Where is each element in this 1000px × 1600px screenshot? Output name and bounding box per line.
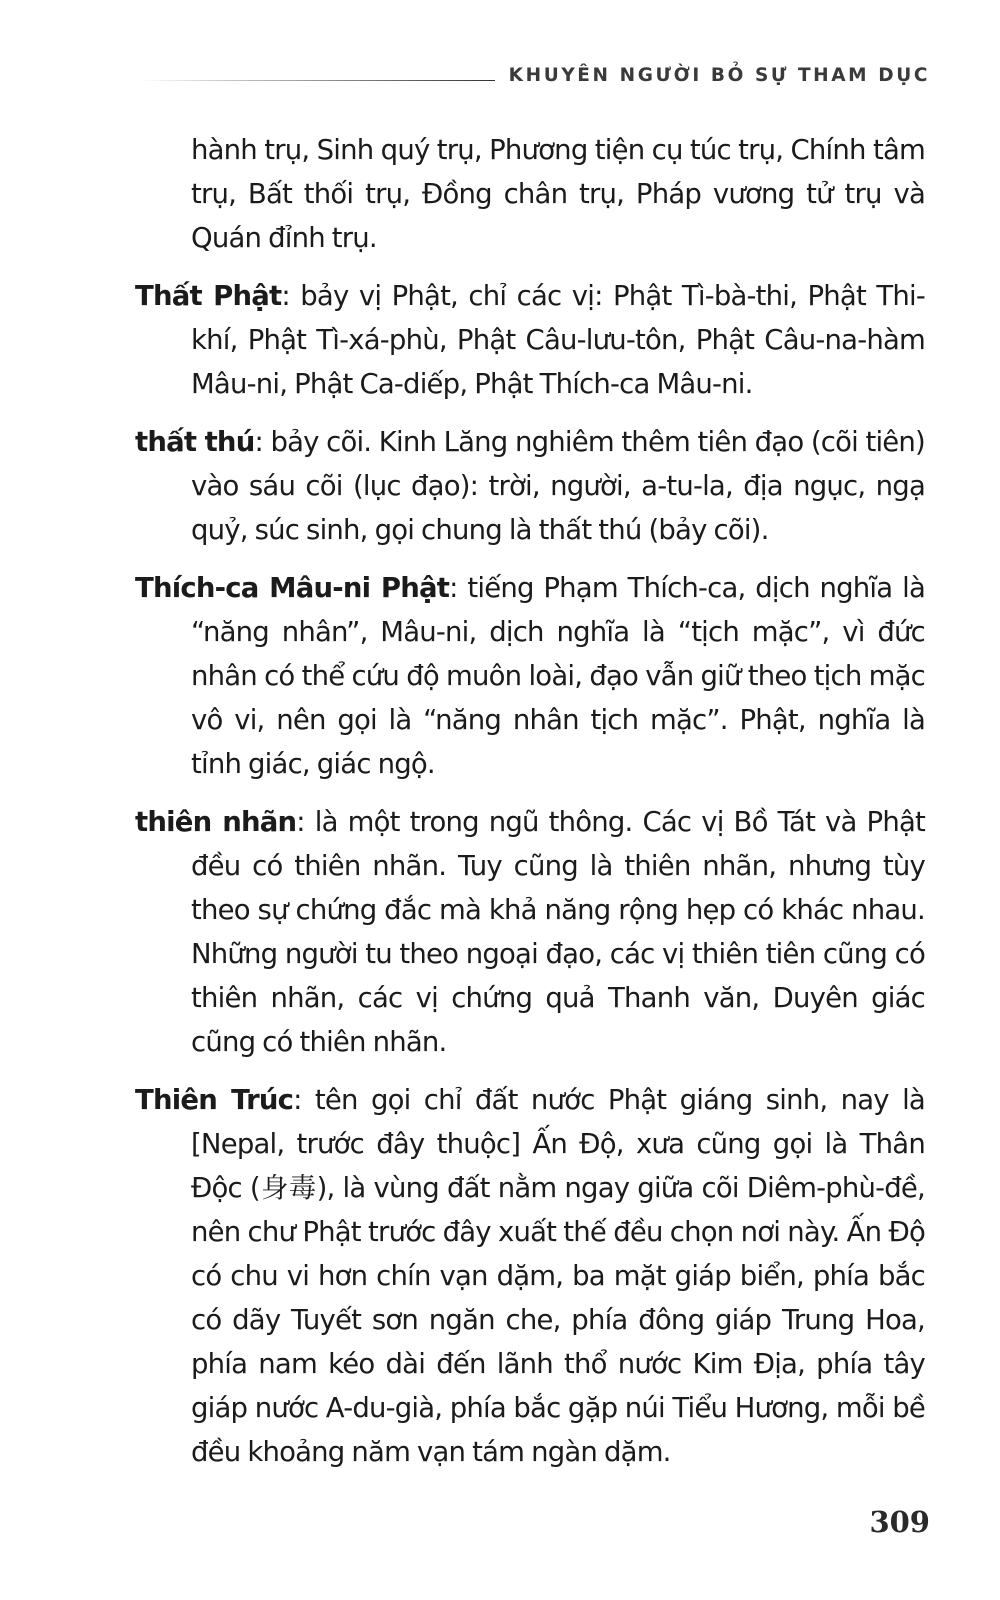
entry-definition: : tiếng Phạm Thích-ca, dịch nghĩa là “năng nhân”, Mâu-ni, dịch nghĩa là “tịch mặc”, vì đức nhân có thể cứu độ muôn loài, đạo vẫn giữ theo tịch mặc vô vi, nên gọi là “năng nhân tịch mặc”. Phật, nghĩa là tỉnh giác, giác ngộ. [191,572,926,780]
entry-definition: : là một trong ngũ thông. Các vị Bồ Tát và Phật đều có thiên nhãn. Tuy cũng là thiên nhãn, nhưng tùy theo sự chứng đắc mà khả năng rộng hẹp có khác nhau. Những người tu theo ngoại đạo, các vị thiên tiên cũng có thiên nhãn, các vị chứng quả Thanh văn, Duyên giác cũng có thiên nhãn. [191,806,925,1058]
entry-term: Thiên Trúc [135,1084,294,1116]
paragraph-text: hành trụ, Sinh quý trụ, Phương tiện cụ túc trụ, Chính tâm trụ, Bất thối trụ, Đồng chân trụ, Pháp vương tử trụ và Quán đỉnh trụ. [191,134,925,254]
glossary-entry-thien-truc [135,1078,925,1474]
page-body [135,128,925,1488]
entry-definition: : tên gọi chỉ đất nước Phật giáng sinh, nay là [Nepal, trước đây thuộc] Ấn Độ, xưa cũng gọi là Thân Độc (身毒), là vùng đất nằm ngay giữa cõi Diêm-phù-đề, nên chư Phật trước đây xuất thế đều chọn nơi này. Ấn Độ có chu vi hơn chín vạn dặm, ba mặt giáp biển, phía bắc có dãy Tuyết sơn ngăn che, phía đông giáp Trung Hoa, phía nam kéo dài đến lãnh thổ nước Kim Địa, phía tây giáp nước A-du-già, phía bắc gặp núi Tiểu Hương, mỗi bề đều khoảng năm vạn tám ngàn dặm. [191,1084,925,1468]
entry-definition: : bảy cõi. Kinh Lăng nghiêm thêm tiên đạo (cõi tiên) vào sáu cõi (lục đạo): trời, người, a-tu-la, địa ngục, ngạ quỷ, súc sinh, gọi chung là thất thú (bảy cõi). [191,426,925,546]
continuation-paragraph [135,128,925,260]
header-rule [140,80,495,81]
chapter-title: KHUYÊN NGƯỜI BỎ SỰ THAM DỤC [508,64,930,86]
page-number: 309 [869,1505,930,1539]
entry-term: thiên nhãn [135,806,297,838]
entry-term: Thất Phật [135,280,282,312]
glossary-entry-thien-nhan [135,800,925,1064]
running-header [140,60,930,90]
entry-term: Thích-ca Mâu-ni Phật [135,572,450,604]
entry-term: thất thú [135,426,255,458]
glossary-entry-that-phat [135,274,925,406]
entry-definition: : bảy vị Phật, chỉ các vị: Phật Tì-bà-thi, Phật Thi-khí, Phật Tì-xá-phù, Phật Câu-lưu-tôn, Phật Câu-na-hàm Mâu-ni, Phật Ca-diếp, Phật Thích-ca Mâu-ni. [191,280,925,400]
glossary-entry-thich-ca [135,566,925,786]
glossary-entry-that-thu [135,420,925,552]
